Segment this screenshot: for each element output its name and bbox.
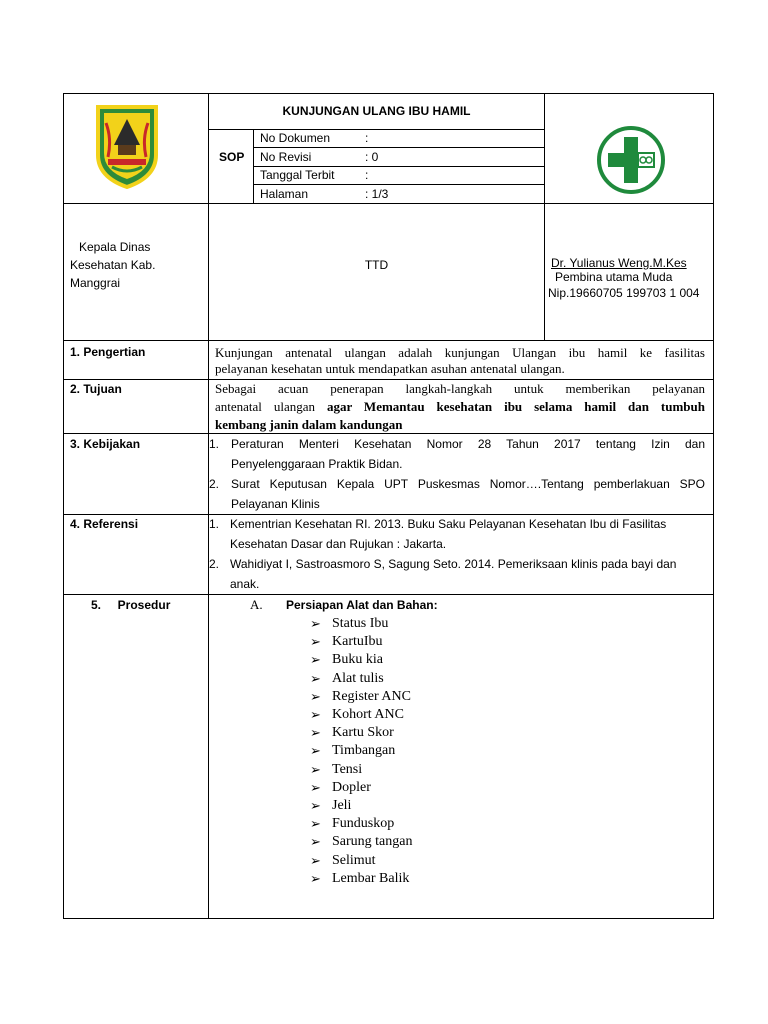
puskesmas-cross-icon <box>596 125 666 195</box>
bullet-arrow-icon: ➢ <box>310 816 321 831</box>
field-label-halaman: Halaman <box>260 187 309 201</box>
kebijakan-item2-line1: Surat Keputusan Kepala UPT Puskesmas Nomor….Tentang pemberlakuan SPO <box>231 477 705 491</box>
prosedur-list-item: KartuIbu <box>332 634 383 649</box>
bullet-arrow-icon: ➢ <box>310 853 321 868</box>
sop-row-3 <box>253 184 545 185</box>
signatory-nip: Nip.19660705 199703 1 004 <box>548 286 700 300</box>
prosedur-list-item: Alat tulis <box>332 671 384 686</box>
signatory-rank: Pembina utama Muda <box>555 270 673 284</box>
bullet-arrow-icon: ➢ <box>310 707 321 722</box>
row-line-signature <box>63 340 714 341</box>
referensi-item2-line1: Wahidiyat I, Sastroasmoro S, Sagung Seto. 2014. Pemeriksaan klinis pada bayi dan <box>230 557 677 571</box>
prosedur-list-item: Status Ibu <box>332 616 389 631</box>
pengertian-label: 1. Pengertian <box>70 345 146 359</box>
prosedur-list-item: Timbangan <box>332 743 396 758</box>
prosedur-list-item: Kohort ANC <box>332 707 404 722</box>
row-line-header <box>63 203 714 204</box>
sop-row-2 <box>253 166 545 167</box>
table-border-bottom <box>63 918 714 919</box>
kepala-dinas-line2: Kesehatan Kab. <box>70 258 156 272</box>
kepala-dinas-line3: Manggrai <box>70 276 121 290</box>
bullet-arrow-icon: ➢ <box>310 634 321 649</box>
prosedur-label: 5. Prosedur <box>91 598 171 612</box>
signatory-name: Dr. Yulianus Weng.M.Kes <box>551 256 687 270</box>
referensi-item2-line2: anak. <box>230 577 260 591</box>
field-label-tanggal-terbit: Tanggal Terbit <box>260 168 335 182</box>
kebijakan-item2-line2: Pelayanan Klinis <box>231 497 320 511</box>
tujuan-text-line2a: antenatal ulangan <box>215 399 327 414</box>
ttd-label: TTD <box>364 258 389 272</box>
field-value-halaman: : 1/3 <box>365 187 389 201</box>
field-value-no-revisi: : 0 <box>365 150 379 164</box>
regency-emblem-icon <box>92 103 162 189</box>
tujuan-text-line2b: agar Memantau kesehatan ibu selama hamil dan tumbuh <box>326 399 705 414</box>
row-line-title <box>208 129 545 130</box>
kebijakan-item1-line2: Penyelenggaraan Praktik Bidan. <box>231 457 403 471</box>
table-border-top <box>63 93 714 94</box>
bullet-arrow-icon: ➢ <box>310 652 321 667</box>
prosedur-list-item: Jeli <box>332 798 352 813</box>
prosedur-list-item: Lembar Balik <box>332 871 410 886</box>
bullet-arrow-icon: ➢ <box>310 689 321 704</box>
table-border-right <box>713 93 714 919</box>
prosedur-list-item: Buku kia <box>332 652 383 667</box>
kebijakan-item1-line1: Peraturan Menteri Kesehatan Nomor 28 Tahun 2017 tentang Izin dan <box>231 437 705 451</box>
prosedur-list-item: Dopler <box>332 780 371 795</box>
field-label-no-dokumen: No Dokumen <box>260 131 331 145</box>
referensi-item1-line1: Kementrian Kesehatan RI. 2013. Buku Saku Pelayanan Kesehatan Ibu di Fasilitas <box>230 517 667 531</box>
referensi-item1-line2: Kesehatan Dasar dan Rujukan : Jakarta. <box>230 537 447 551</box>
sop-row-1 <box>253 147 545 148</box>
kepala-dinas-line1: Kepala Dinas <box>79 240 151 254</box>
tujuan-text-line2 <box>215 399 705 414</box>
bullet-arrow-icon: ➢ <box>310 743 321 758</box>
bullet-arrow-icon: ➢ <box>310 671 321 686</box>
prosedur-list-item: Funduskop <box>332 816 395 831</box>
kebijakan-item1-num: 1. <box>209 437 220 451</box>
tujuan-label: 2. Tujuan <box>70 382 122 396</box>
pengertian-text-line2: pelayanan kesehatan untuk mendapatkan asuhan antenatal ulangan. <box>215 361 565 376</box>
referensi-item1-num: 1. <box>209 517 220 531</box>
bullet-arrow-icon: ➢ <box>310 798 321 813</box>
bullet-arrow-icon: ➢ <box>310 762 321 777</box>
row-line-tujuan <box>63 433 714 434</box>
referensi-label: 4. Referensi <box>70 517 139 531</box>
bullet-arrow-icon: ➢ <box>310 616 321 631</box>
row-line-referensi <box>63 594 714 595</box>
prosedur-list-item: Kartu Skor <box>332 725 394 740</box>
kebijakan-label: 3. Kebijakan <box>70 437 141 451</box>
field-value-no-dokumen: : <box>365 131 369 145</box>
prosedur-list-item: Sarung tangan <box>332 834 413 849</box>
bullet-arrow-icon: ➢ <box>310 834 321 849</box>
row-line-kebijakan <box>63 514 714 515</box>
field-value-tanggal-terbit: : <box>365 168 369 182</box>
prosedur-sub-letter: A. <box>250 597 263 612</box>
kebijakan-item2-num: 2. <box>209 477 220 491</box>
prosedur-sub-title: Persiapan Alat dan Bahan: <box>286 598 438 612</box>
bullet-arrow-icon: ➢ <box>310 871 321 886</box>
header-right-divider <box>544 93 545 340</box>
prosedur-list-item: Selimut <box>332 853 376 868</box>
referensi-item2-num: 2. <box>209 557 220 571</box>
prosedur-list-item: Tensi <box>332 762 363 777</box>
column-divider <box>208 93 209 919</box>
bullet-arrow-icon: ➢ <box>310 725 321 740</box>
bullet-arrow-icon: ➢ <box>310 780 321 795</box>
pengertian-text-line1: Kunjungan antenatal ulangan adalah kunjungan Ulangan ibu hamil ke fasilitas <box>215 345 705 360</box>
tujuan-text-line1: Sebagai acuan penerapan langkah-langkah untuk memberikan pelayanan <box>215 381 705 396</box>
prosedur-list-item: Register ANC <box>332 689 411 704</box>
field-label-no-revisi: No Revisi <box>260 150 312 164</box>
document-title: KUNJUNGAN ULANG IBU HAMIL <box>282 104 471 118</box>
row-line-pengertian <box>63 379 714 380</box>
table-border-left <box>63 93 64 919</box>
tujuan-text-line3: kembang janin dalam kandungan <box>215 417 403 432</box>
sop-label: SOP <box>219 150 245 164</box>
